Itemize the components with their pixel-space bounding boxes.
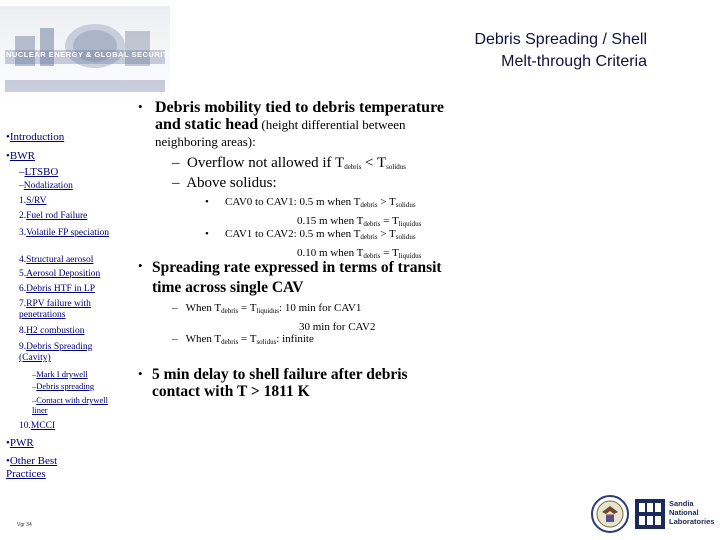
title-line-1: Debris Spreading / Shell xyxy=(474,31,647,48)
nav-item-srv[interactable]: 1.S/RV xyxy=(19,196,47,206)
nav-sub-contact-drywell-liner[interactable]: –Contact with drywell liner xyxy=(32,395,109,415)
doe-seal-icon xyxy=(590,494,630,534)
above-solidus: – Above solidus: xyxy=(172,175,277,191)
overflow-criterion: – Overflow not allowed if $T_{debris} < T_{solidus}$ xyxy=(172,155,406,171)
nav-item-mcci[interactable]: 10.MCCI xyxy=(19,421,56,431)
title-line-2: Melt-through Criteria xyxy=(501,53,647,70)
sandia-label: Sandia National Laboratories xyxy=(669,499,715,526)
nav-item-debris-htf[interactable]: 6.Debris HTF in LP xyxy=(19,284,95,294)
sandia-logo-icon xyxy=(634,498,666,530)
slide-number: Vgr 34 xyxy=(17,522,32,528)
bullet-debris-mobility: • Debris mobility tied to debris temperature and static head (height differential between neighboring areas): xyxy=(138,99,444,149)
nav-introduction[interactable]: •Introduction xyxy=(6,131,65,143)
cav0-criterion: • CAV0 to CAV1: 0.5 m when $T_{debris} > T_{solidus}$ 0.15 m when $T_{debris} = T_{liquidus}$ xyxy=(205,196,422,228)
transit-liquidus: – When $T_{debris} = T_{liquidus}$: 10 min for CAV1 30 min for CAV2 xyxy=(172,302,376,333)
nav-item-structural-aerosol[interactable]: 4.Structural aerosol xyxy=(19,255,94,265)
logo-text: NUCLEAR ENERGY & GLOBAL SECURITY TECHNOLOGIES xyxy=(6,50,242,59)
nav-item-debris-spreading[interactable]: 9.Debris Spreading (Cavity) xyxy=(19,342,93,363)
nav-item-h2-combustion[interactable]: 8.H2 combustion xyxy=(19,326,85,336)
nav-item-aerosol-deposition[interactable]: 5.Aerosol Deposition xyxy=(19,269,101,279)
nav-bwr[interactable]: •BWR xyxy=(6,150,35,162)
nav-sub-debris-spreading[interactable]: –Debris spreading xyxy=(32,381,95,391)
nav-ltsbo[interactable]: –LTSBO xyxy=(19,166,59,178)
bullet-shell-failure-delay: • 5 min delay to shell failure after debris contact with T > 1811 K xyxy=(138,366,408,400)
nav-item-volatile-fp[interactable]: 3.Volatile FP speciation xyxy=(19,228,109,238)
bullet-spreading-rate: • Spreading rate expressed in terms of transit time across single CAV xyxy=(138,258,442,296)
nav-item-rpv-failure[interactable]: 7.RPV failure with penetrations xyxy=(19,299,91,320)
nav-sub-mark-i-drywell[interactable]: –Mark I drywell xyxy=(32,369,88,379)
nav-pwr[interactable]: •PWR xyxy=(6,437,34,449)
nav-nodalization[interactable]: –Nodalization xyxy=(19,181,73,191)
nav-item-fuel-rod-failure[interactable]: 2.Fuel rod Failure xyxy=(19,211,88,221)
cav1-criterion: • CAV1 to CAV2: 0.5 m when $T_{debris} > T_{solidus}$ 0.10 m when $T_{debris} = T_{liquidus}$ xyxy=(205,228,422,260)
nuclear-energy-logo xyxy=(0,6,242,106)
nav-other-best-practices[interactable]: •Other Best Practices xyxy=(6,455,58,480)
page-title xyxy=(474,29,647,73)
transit-solidus: – When $T_{debris} = T_{solidus}$: infinite xyxy=(172,333,314,346)
